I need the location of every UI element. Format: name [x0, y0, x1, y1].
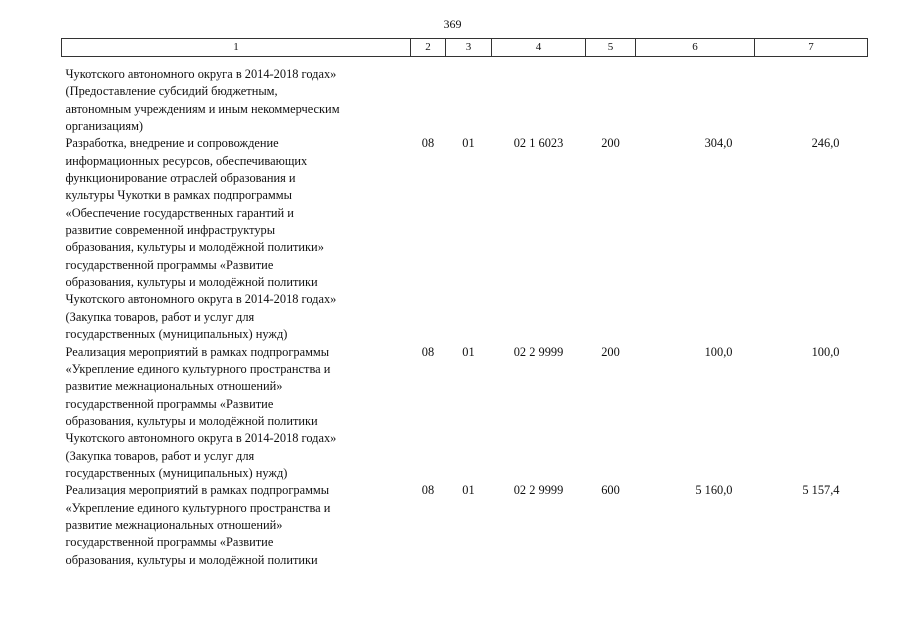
- row-description: [62, 482, 411, 569]
- section-code: 08: [421, 136, 435, 151]
- amount-column-6: [636, 57, 755, 136]
- amount-column-7: 5 157,4: [802, 483, 840, 498]
- column-header-7: 7: [755, 39, 868, 57]
- amount-column-7: [755, 57, 868, 136]
- description-line: (Предоставление субсидий бюджетным,: [65, 84, 278, 99]
- amount-column-7: 246,0: [811, 136, 840, 151]
- description-line: Чукотского автономного округа в 2014-2018 годах»: [65, 431, 337, 446]
- description-line: автономным учреждениям и иным некоммерческим: [65, 101, 340, 116]
- expense-type-code: 600: [601, 483, 620, 498]
- amount-column-7: 100,0: [811, 344, 840, 359]
- page-number: 369: [443, 17, 462, 31]
- column-header-2: 2: [411, 39, 446, 57]
- description-line: (Закупка товаров, работ и услуг для: [65, 448, 255, 463]
- description-line: (Закупка товаров, работ и услуг для: [65, 309, 255, 324]
- description-line: Реализация мероприятий в рамках подпрограммы: [65, 344, 330, 359]
- amount-column-6: 5 160,0: [695, 483, 733, 498]
- section-code: 08: [421, 344, 435, 359]
- description-line: культуры Чукотки в рамках подпрограммы: [65, 188, 292, 203]
- subsection-code: 01: [462, 344, 475, 359]
- subsection-code: 01: [462, 483, 475, 498]
- description-line: функционирование отраслей образования и: [65, 171, 296, 186]
- description-line: государственной программы «Развитие: [65, 535, 274, 550]
- target-article-code: 02 1 6023: [513, 136, 564, 151]
- description-line: государственной программы «Развитие: [65, 257, 274, 272]
- description-line: организациям): [65, 119, 144, 134]
- table-row: [62, 57, 868, 136]
- description-line: развитие межнациональных отношений»: [65, 517, 283, 532]
- description-line: «Обеспечение государственных гарантий и: [65, 205, 294, 220]
- row-description: [62, 135, 411, 343]
- expense-type-code: 200: [601, 344, 620, 359]
- description-line: государственных (муниципальных) нужд): [65, 327, 288, 342]
- target-article-code: [492, 57, 586, 136]
- description-line: образования, культуры и молодёжной политики: [65, 552, 318, 567]
- section-code: 08: [421, 483, 435, 498]
- column-header-5: 5: [586, 39, 636, 57]
- expense-type-code: [586, 57, 636, 136]
- description-line: Чукотского автономного округа в 2014-2018 годах»: [65, 292, 337, 307]
- description-line: Реализация мероприятий в рамках подпрограммы: [65, 483, 330, 498]
- subsection-code: [446, 57, 492, 136]
- description-line: Разработка, внедрение и сопровождение: [65, 136, 279, 151]
- description-line: образования, культуры и молодёжной политики: [65, 275, 318, 290]
- description-line: «Укрепление единого культурного пространства и: [65, 500, 331, 515]
- table-row: [62, 344, 868, 483]
- subsection-code: 01: [462, 136, 475, 151]
- row-description: [62, 57, 411, 136]
- amount-column-6: 304,0: [704, 136, 733, 151]
- target-article-code: 02 2 9999: [513, 483, 564, 498]
- column-header-1: 1: [62, 39, 411, 57]
- table-row: [62, 135, 868, 343]
- column-header-6: 6: [636, 39, 755, 57]
- description-line: образования, культуры и молодёжной политики: [65, 413, 318, 428]
- column-header-4: 4: [492, 39, 586, 57]
- section-code: [411, 57, 446, 136]
- description-line: государственных (муниципальных) нужд): [65, 465, 288, 480]
- description-line: государственной программы «Развитие: [65, 396, 274, 411]
- description-line: Чукотского автономного округа в 2014-2018 годах»: [65, 67, 337, 81]
- description-line: развитие межнациональных отношений»: [65, 379, 283, 394]
- budget-table: [61, 38, 868, 569]
- table-header-row: [62, 39, 868, 57]
- expense-type-code: 200: [601, 136, 620, 151]
- description-line: «Укрепление единого культурного пространства и: [65, 361, 331, 376]
- description-line: информационных ресурсов, обеспечивающих: [65, 153, 308, 168]
- amount-column-6: 100,0: [704, 344, 733, 359]
- row-description: [62, 344, 411, 483]
- column-header-3: 3: [446, 39, 492, 57]
- target-article-code: 02 2 9999: [513, 344, 564, 359]
- description-line: образования, культуры и молодёжной политики»: [65, 240, 324, 255]
- description-line: развитие современной инфраструктуры: [65, 223, 276, 238]
- table-row: [62, 482, 868, 569]
